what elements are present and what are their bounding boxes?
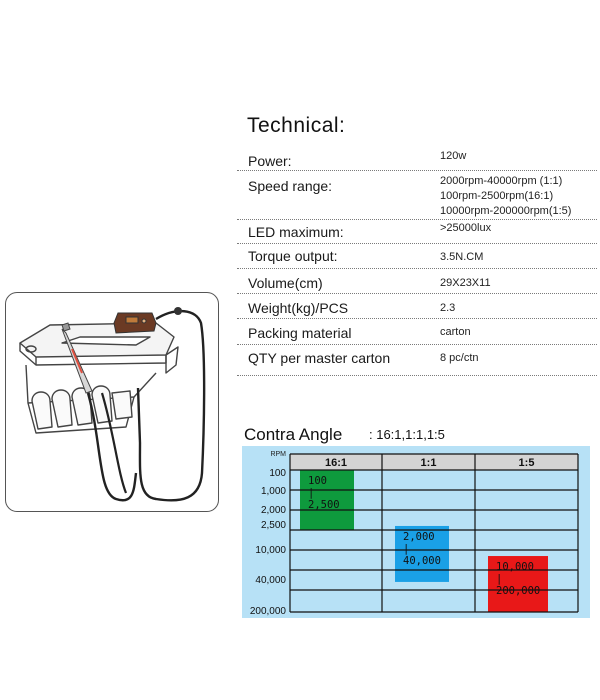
contra-angle-chart-panel <box>242 446 590 618</box>
product-illustration <box>5 292 219 512</box>
rpm-range-label: 40,000 <box>403 554 441 567</box>
spec-row-power <box>237 146 597 171</box>
rpm-tick-label: 40,000 <box>255 575 286 586</box>
spec-label: Volume(cm) <box>248 275 323 291</box>
spec-value: 2000rpm-40000rpm (1:1) <box>440 175 563 187</box>
rpm-tick-label: 200,000 <box>249 606 286 617</box>
rpm-tick-label: 1,000 <box>260 486 286 497</box>
rpm-range-label: | <box>496 573 503 586</box>
contra-angle-chart <box>242 446 590 618</box>
rpm-range-label: | <box>308 487 315 499</box>
spec-value: 8 pc/ctn <box>440 352 479 364</box>
spec-label: Speed range: <box>248 178 333 194</box>
dental-unit-drawing <box>6 293 218 511</box>
spec-row-qty-per-carton <box>237 344 597 376</box>
spec-row-led-maximum <box>237 219 597 244</box>
rpm-unit-label: RPM <box>270 451 286 458</box>
rpm-range-label: 10,000 <box>496 561 534 574</box>
rpm-range-label: 100 <box>308 475 327 487</box>
spec-value: >25000lux <box>440 222 492 234</box>
spec-label: Power: <box>248 153 292 169</box>
spec-label: Weight(kg)/PCS <box>248 300 349 316</box>
rpm-tick-label: 2,500 <box>260 520 286 531</box>
spec-value: carton <box>440 326 471 338</box>
rpm-range-label: 2,500 <box>308 499 340 511</box>
spec-value: 10000rpm-200000rpm(1:5) <box>440 205 572 217</box>
contra-angle-title: Contra Angle <box>244 425 343 444</box>
rpm-range-label: 2,000 <box>403 530 435 543</box>
spec-value: 29X23X11 <box>440 277 491 289</box>
spec-row-weight <box>237 293 597 319</box>
rpm-range-label: | <box>403 542 410 555</box>
column-header-label: 1:5 <box>518 457 535 469</box>
spec-value: 100rpm-2500rpm(16:1) <box>440 190 554 202</box>
column-header-label: 16:1 <box>324 457 348 469</box>
rpm-tick-label: 100 <box>269 468 286 479</box>
spec-label: LED maximum: <box>248 224 344 240</box>
rpm-tick-label: 2,000 <box>260 505 286 516</box>
spec-label: Torque output: <box>248 248 338 264</box>
technical-title: Technical: <box>247 114 346 137</box>
spec-value: 2.3 <box>440 302 456 314</box>
spec-row-packing-material <box>237 318 597 345</box>
column-header-label: 1:1 <box>420 457 437 469</box>
rpm-range-label: 200,000 <box>496 585 541 598</box>
spec-label: QTY per master carton <box>248 350 391 366</box>
spec-row-speed-range <box>237 170 597 220</box>
contra-angle-subtitle: : 16:1,1:1,1:5 <box>369 427 445 442</box>
spec-value: 120w <box>440 150 467 162</box>
rpm-tick-label: 10,000 <box>255 545 286 556</box>
spec-row-volume <box>237 268 597 294</box>
spec-value: 3.5N.CM <box>440 251 484 263</box>
spec-label: Packing material <box>248 325 352 341</box>
spec-row-torque-output <box>237 243 597 269</box>
